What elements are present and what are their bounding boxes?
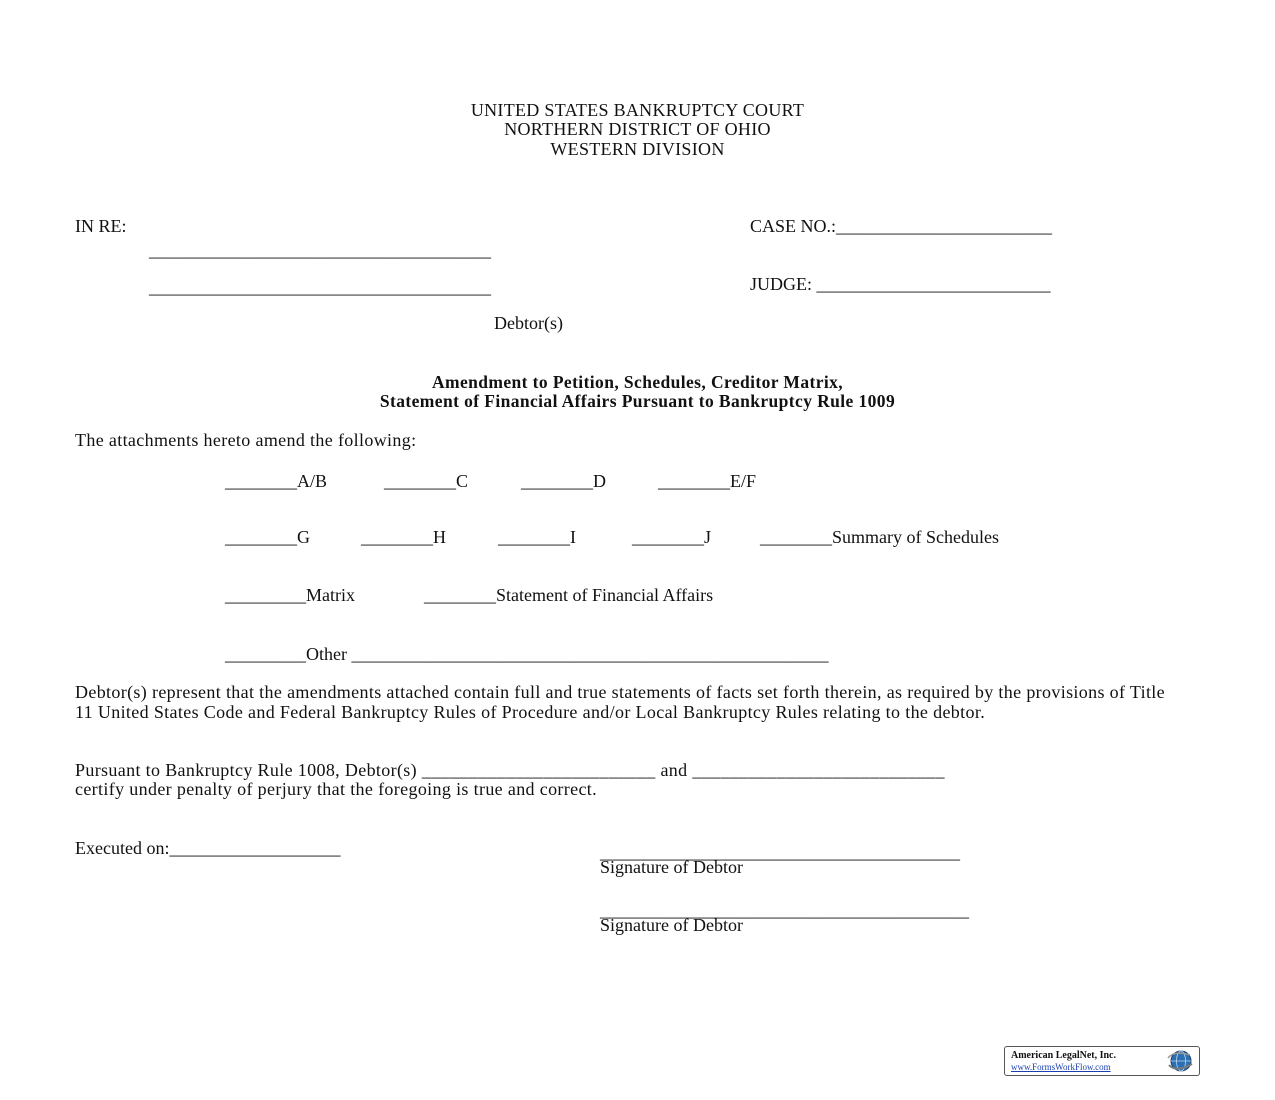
certification-line-1[interactable]: Pursuant to Bankruptcy Rule 1008, Debtor(s) _________________________ and ___________________________ — [75, 760, 945, 780]
amend-intro: The attachments hereto amend the following: — [75, 430, 417, 450]
in-re-label: IN RE: — [75, 216, 127, 236]
checklist-item-i[interactable]: ________I — [498, 527, 576, 547]
logo-brand-text: American LegalNet, Inc. — [1011, 1050, 1116, 1061]
signature-label-2: Signature of Debtor — [600, 915, 743, 935]
checklist-item-sofa[interactable]: ________Statement of Financial Affairs — [424, 585, 714, 605]
debtor-name-line-1[interactable]: ______________________________________ — [149, 240, 491, 260]
globe-icon — [1166, 1049, 1194, 1073]
court-name: UNITED STATES BANKRUPTCY COURT — [470, 100, 805, 120]
logo-url-link[interactable]: www.FormsWorkFlow.com — [1011, 1062, 1111, 1072]
checklist-item-j[interactable]: ________J — [632, 527, 712, 547]
checklist-item-c[interactable]: ________C — [384, 471, 469, 491]
case-number-field[interactable]: CASE NO.:________________________ — [750, 216, 1053, 236]
checklist-item-other[interactable]: _________Other _____________________________________________________ — [225, 644, 829, 664]
signature-label-1: Signature of Debtor — [600, 857, 743, 877]
checklist-item-ab[interactable]: ________A/B — [225, 471, 328, 491]
division-name: WESTERN DIVISION — [550, 139, 725, 159]
signature-line-2[interactable]: _________________________________________ — [600, 900, 969, 920]
debtors-label: Debtor(s) — [494, 313, 563, 333]
judge-field[interactable]: JUDGE: __________________________ — [750, 274, 1051, 294]
signature-line-1[interactable]: ________________________________________ — [600, 842, 960, 862]
checklist-item-g[interactable]: ________G — [225, 527, 310, 547]
district-name: NORTHERN DISTRICT OF OHIO — [504, 119, 771, 139]
checklist-item-matrix[interactable]: _________Matrix — [225, 585, 355, 605]
executed-on-field[interactable]: Executed on:___________________ — [75, 838, 341, 858]
document-title-line-1: Amendment to Petition, Schedules, Creditor Matrix, — [431, 372, 844, 392]
checklist-item-h[interactable]: ________H — [361, 527, 446, 547]
checklist-item-summary[interactable]: ________Summary of Schedules — [760, 527, 999, 547]
document-title-line-2: Statement of Financial Affairs Pursuant to Bankruptcy Rule 1009 — [379, 391, 896, 411]
certification-line-2: certify under penalty of perjury that the foregoing is true and correct. — [75, 779, 598, 799]
checklist-item-ef[interactable]: ________E/F — [658, 471, 757, 491]
american-legalnet-logo — [1004, 1046, 1200, 1076]
representation-paragraph: Debtor(s) represent that the amendments attached contain full and true statements of facts set forth therein, as required by the provisions of Title 11 United States Code and Federal Bankruptcy Rules of Procedure and/or Local Bankruptcy Rules relating to the debtor. — [75, 682, 1165, 722]
debtor-name-line-2[interactable]: ______________________________________ — [149, 277, 491, 297]
checklist-item-d[interactable]: ________D — [521, 471, 606, 491]
